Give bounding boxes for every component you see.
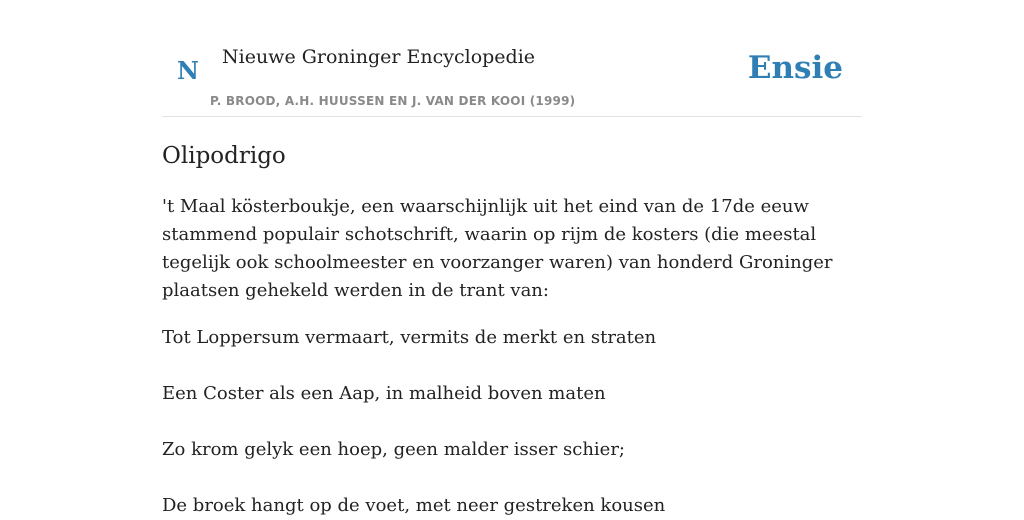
page <box>162 0 862 520</box>
publication-logo[interactable]: N <box>177 56 199 85</box>
verse-line: De broek hangt op de voet, met neer gestreken kousen <box>162 495 666 516</box>
header <box>162 0 862 117</box>
verse-line: Tot Loppersum vermaart, vermits de merkt en straten <box>162 327 657 348</box>
verse-line: Zo krom gelyk een hoep, geen malder isser schier; <box>162 439 625 460</box>
verse-line: Een Coster als een Aap, in malheid boven maten <box>162 383 606 404</box>
ensie-logo[interactable]: Ensie <box>747 50 843 86</box>
publication-authors: P. BROOD, A.H. HUUSSEN EN J. VAN DER KOOI (1999) <box>210 94 576 108</box>
publication-title[interactable]: Nieuwe Groninger Encyclopedie <box>222 46 536 68</box>
entry-title: Olipodrigo <box>162 143 286 169</box>
entry-intro: 't Maal kösterboukje, een waarschijnlijk uit het eind van de 17de eeuw stammend populair schotschrift, waarin op rijm de kosters (die meestal tegelijk ook schoolmeester en voorzanger waren) van honderd Groninger plaatsen gehekeld werden in de trant van: <box>162 196 833 301</box>
